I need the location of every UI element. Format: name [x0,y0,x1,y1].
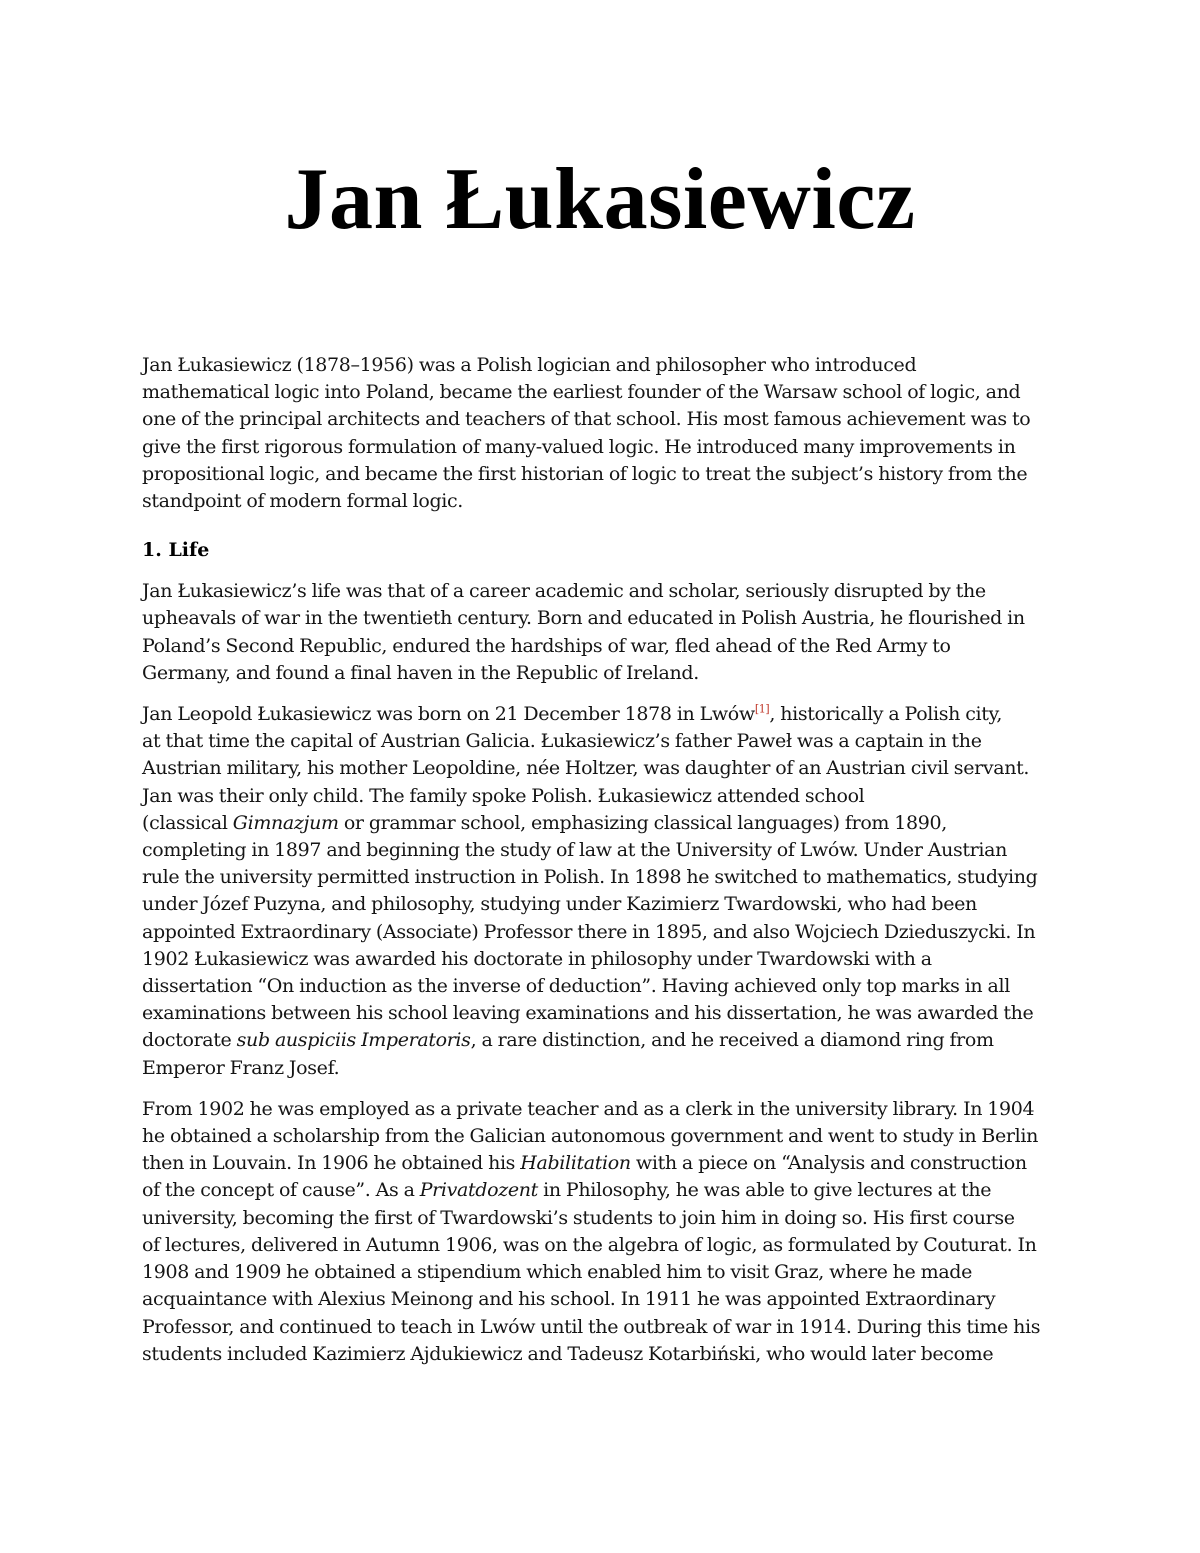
text-line: completing in 1897 and beginning the study of law at the University of Lwów. Under Austrian [142,839,1008,862]
text-run: of the concept of cause”. As a [142,1179,420,1202]
text-line [142,812,947,834]
text-line: acquaintance with Alexius Meinong and his school. In 1911 he was appointed Extraordinary [142,1288,996,1311]
text-line [142,703,1002,725]
text-run: or grammar school, emphasizing classical languages) from 1890, [338,811,947,834]
text-line: give the first rigorous formulation of many-valued logic. He introduced many improvements in [142,435,1016,458]
life-paragraph-3 [142,1096,1062,1368]
intro-paragraph [142,352,1062,515]
text-line: dissertation “On induction as the inverse of deduction”. Having achieved only top marks in all [142,975,1010,998]
document-title: Jan Łukasiewicz [284,151,916,248]
life-paragraph-2 [142,701,1062,1082]
life-paragraph-1 [142,578,1062,687]
footnote-reference-link[interactable]: [1] [754,702,770,716]
text-run: then in Louvain. In 1906 he obtained his [142,1152,521,1175]
text-line: Jan Łukasiewicz (1878–1956) was a Polish logician and philosopher who introduced [142,354,917,376]
text-run: , historically a Polish city, [769,703,1003,726]
italic-term: Privatdozent [419,1179,538,1202]
text-line: 1908 and 1909 he obtained a stipendium which enabled him to visit Graz, where he made [142,1261,972,1284]
italic-term: sub auspiciis Imperatoris [236,1029,471,1052]
document-body [142,352,1062,1382]
text-run: , a rare distinction, and he received a diamond ring from [470,1029,994,1052]
text-line: university, becoming the first of Twardowski’s students to join him in doing so. His first course [142,1206,1015,1229]
text-line: at that time the capital of Austrian Galicia. Łukasiewicz’s father Paweł was a captain in the [142,730,982,753]
text-line [142,1029,994,1051]
text-line: 1902 Łukasiewicz was awarded his doctorate in philosophy under Twardowski with a [142,947,932,970]
text-line: Emperor Franz Josef. [142,1056,340,1079]
text-run: (classical [142,811,233,834]
text-line: From 1902 he was employed as a private teacher and as a clerk in the university library. In 1904 [142,1097,1035,1120]
text-line: Poland’s Second Republic, endured the hardships of war, fled ahead of the Red Army to [142,634,951,657]
text-run: with a piece on “Analysis and construction [630,1152,1027,1175]
text-line: students included Kazimierz Ajdukiewicz and Tadeusz Kotarbiński, who would later become [142,1342,994,1365]
text-line: appointed Extraordinary (Associate) Professor there in 1895, and also Wojciech Dzieduszycki. In [142,920,1036,943]
text-line: Professor, and continued to teach in Lwów until the outbreak of war in 1914. During this time his [142,1315,1041,1338]
text-line [142,1179,991,1201]
text-run: in Philosophy, he was able to give lectures at the [537,1179,992,1202]
text-line [142,1152,1027,1174]
text-line: he obtained a scholarship from the Galician autonomous government and went to study in Berlin [142,1125,1038,1148]
text-line: rule the university permitted instruction in Polish. In 1898 he switched to mathematics, studying [142,866,1038,889]
text-line: Jan was their only child. The family spoke Polish. Łukasiewicz attended school [142,784,865,807]
text-line: Jan Łukasiewicz’s life was that of a career academic and scholar, seriously disrupted by the [142,580,986,603]
italic-term: Gimnazjum [232,811,339,834]
text-line: examinations between his school leaving examinations and his dissertation, he was awarded the [142,1002,1034,1025]
text-line: Austrian military, his mother Leopoldine, née Holtzer, was daughter of an Austrian civil servant. [142,757,1030,780]
text-line: upheavals of war in the twentieth century. Born and educated in Polish Austria, he flourished in [142,607,1025,630]
text-line: of lectures, delivered in Autumn 1906, was on the algebra of logic, as formulated by Couturat. In [142,1233,1037,1256]
italic-term: Habilitation [520,1152,631,1175]
text-line: Germany, and found a final haven in the Republic of Ireland. [142,661,699,684]
text-run: doctorate [142,1029,237,1052]
text-line: mathematical logic into Poland, became the earliest founder of the Warsaw school of logic, and [142,381,1021,404]
text-line: propositional logic, and became the first historian of logic to treat the subject’s history from the [142,462,1028,485]
text-line: one of the principal architects and teachers of that school. His most famous achievement was to [142,408,1031,431]
text-line: under Józef Puzyna, and philosophy, studying under Kazimierz Twardowski, who had been [142,893,977,916]
section-heading-life: 1. Life [142,539,210,562]
text-run: Jan Leopold Łukasiewicz was born on 21 December 1878 in Lwów [142,703,755,726]
text-line: standpoint of modern formal logic. [142,490,463,513]
